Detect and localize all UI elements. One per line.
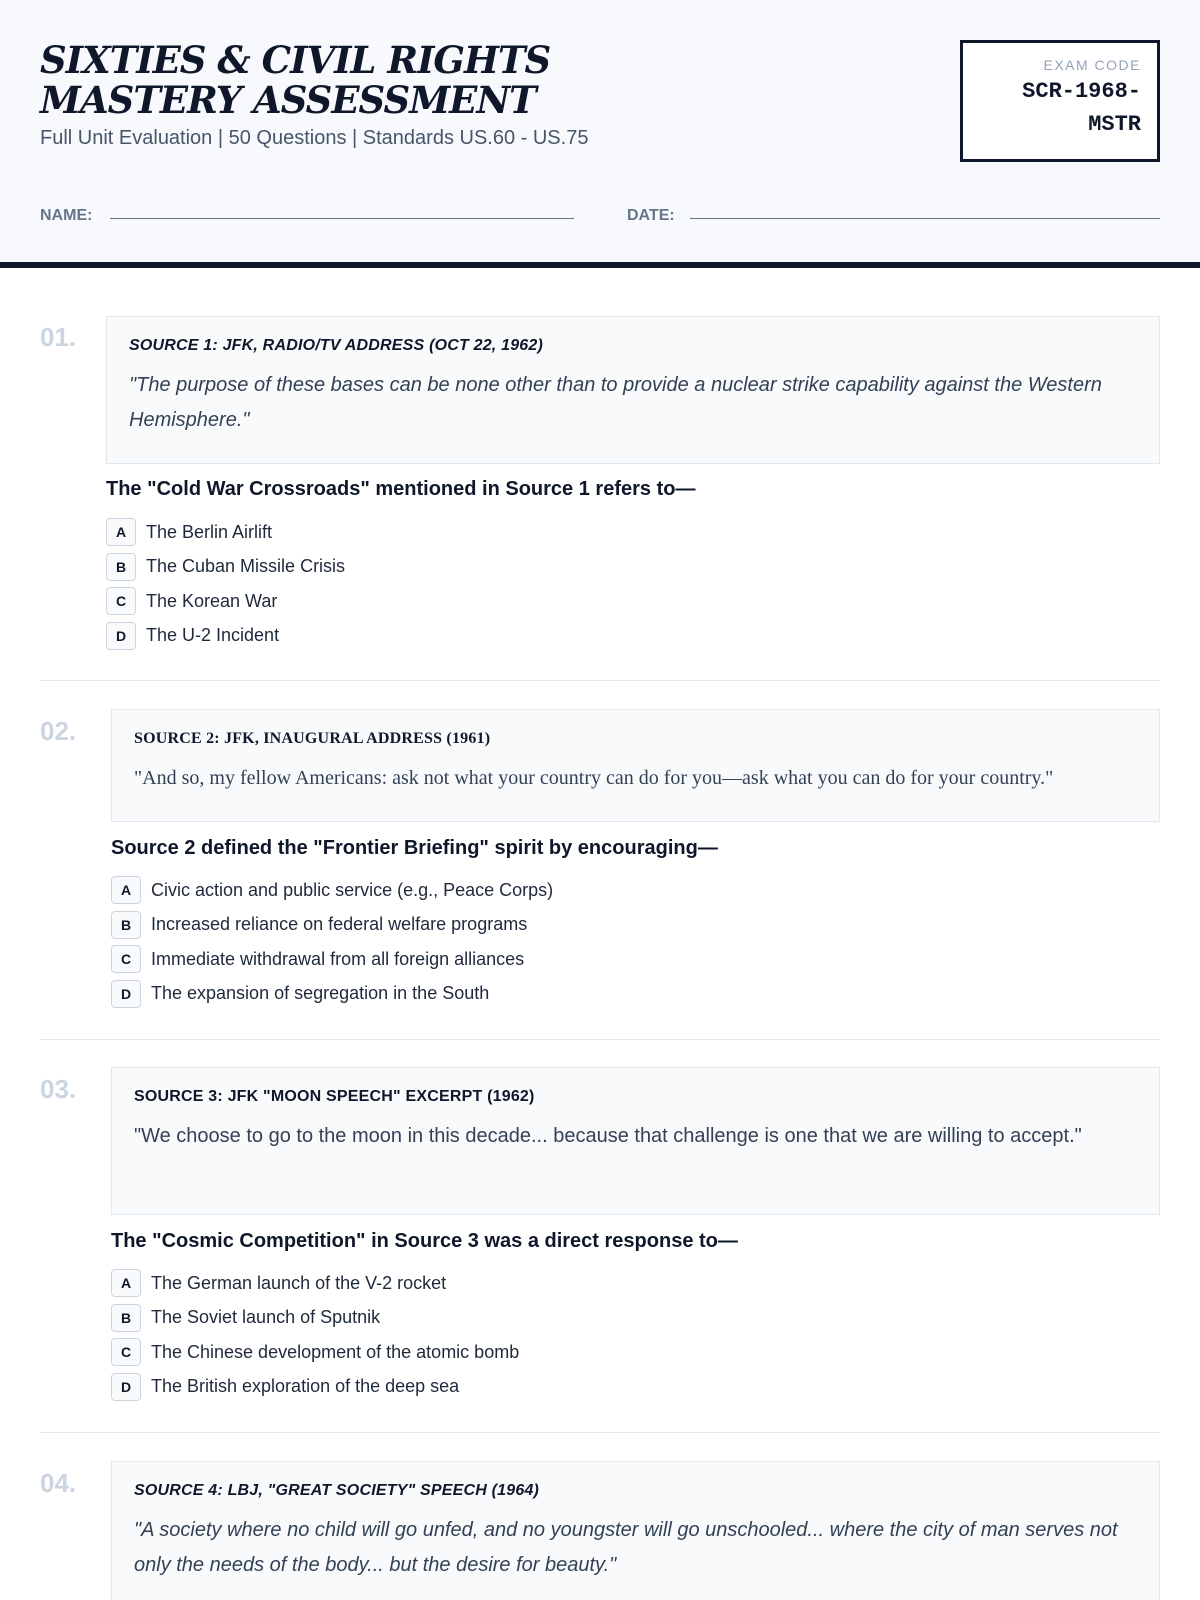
option-text: The U-2 Incident xyxy=(146,625,280,646)
source-quote: "A society where no child will go unfed, and no youngster will go unschooled... where the city of man serves not only the needs of the body... but the desire for beauty." xyxy=(134,1519,1118,1576)
option-text: The British exploration of the deep sea xyxy=(151,1376,460,1397)
answer-option-d[interactable] xyxy=(106,619,345,654)
option-letter: C xyxy=(106,587,136,615)
exam-code-box xyxy=(960,40,1160,162)
source-title: SOURCE 1: JFK, RADIO/TV ADDRESS (OCT 22, 1962) xyxy=(129,337,544,354)
option-letter: B xyxy=(111,1304,141,1332)
date-field[interactable] xyxy=(690,218,1160,219)
question-number: 04. xyxy=(40,1468,77,1498)
question-stem: Source 2 defined the "Frontier Briefing" spirit by encouraging— xyxy=(111,837,718,859)
answer-option-b[interactable] xyxy=(111,1301,519,1336)
exam-code-value: SCR-1968-MSTR xyxy=(1022,79,1141,137)
option-letter: D xyxy=(111,1373,141,1401)
answer-option-d[interactable] xyxy=(111,1370,519,1405)
option-text: The Chinese development of the atomic bomb xyxy=(151,1341,520,1362)
option-letter: D xyxy=(106,622,136,650)
answer-options xyxy=(111,873,553,1011)
answer-option-a[interactable] xyxy=(111,1266,519,1301)
option-text: Civic action and public service (e.g., Peace Corps) xyxy=(151,879,554,900)
source-quote: "And so, my fellow Americans: ask not what your country can do for you—ask what you can do for your country." xyxy=(134,767,1054,789)
option-letter: A xyxy=(111,876,141,904)
answer-option-b[interactable] xyxy=(111,908,553,943)
option-letter: A xyxy=(111,1269,141,1297)
answer-options xyxy=(111,1266,519,1404)
exam-code-label: EXAM CODE xyxy=(1043,57,1141,73)
option-letter: C xyxy=(111,945,141,973)
answer-option-c[interactable] xyxy=(111,1335,519,1370)
answer-option-a[interactable] xyxy=(106,515,345,550)
exam-subtitle: Full Unit Evaluation | 50 Questions | Standards US.60 - US.75 xyxy=(40,127,589,149)
source-box xyxy=(111,1461,1160,1600)
option-text: The expansion of segregation in the South xyxy=(151,983,490,1004)
answer-option-c[interactable] xyxy=(106,584,345,619)
question-number: 01. xyxy=(40,322,77,352)
source-title: SOURCE 3: JFK "MOON SPEECH" EXCERPT (1962) xyxy=(134,1088,535,1105)
section-divider xyxy=(40,680,1160,681)
date-label: DATE: xyxy=(627,207,675,224)
option-letter: D xyxy=(111,980,141,1008)
exam-title: SIXTIES & CIVIL RIGHTS MASTERY ASSESSMENT xyxy=(40,38,551,122)
exam-header xyxy=(0,0,1200,268)
option-text: The Berlin Airlift xyxy=(146,521,273,542)
option-text: The Cuban Missile Crisis xyxy=(146,556,346,577)
source-box xyxy=(106,316,1160,464)
source-quote: "We choose to go to the moon in this decade... because that challenge is one that we are willing to accept." xyxy=(134,1125,1082,1147)
section-divider xyxy=(40,1039,1160,1040)
question-number: 03. xyxy=(40,1074,77,1104)
source-title: SOURCE 2: JFK, INAUGURAL ADDRESS (1961) xyxy=(134,730,491,747)
option-text: The Soviet launch of Sputnik xyxy=(151,1307,381,1328)
option-letter: C xyxy=(111,1338,141,1366)
option-text: The Korean War xyxy=(146,590,278,611)
answer-options xyxy=(106,515,345,653)
option-letter: B xyxy=(106,553,136,581)
question-stem: The "Cold War Crossroads" mentioned in Source 1 refers to— xyxy=(106,478,696,500)
option-text: Increased reliance on federal welfare programs xyxy=(151,914,528,935)
option-letter: B xyxy=(111,911,141,939)
answer-option-b[interactable] xyxy=(106,550,345,585)
question-number: 02. xyxy=(40,716,77,746)
source-box xyxy=(111,709,1160,822)
option-text: Immediate withdrawal from all foreign alliances xyxy=(151,948,525,969)
answer-option-d[interactable] xyxy=(111,977,553,1012)
option-letter: A xyxy=(106,518,136,546)
name-field[interactable] xyxy=(110,218,574,219)
answer-option-a[interactable] xyxy=(111,873,553,908)
source-title: SOURCE 4: LBJ, "GREAT SOCIETY" SPEECH (1964) xyxy=(134,1482,540,1499)
source-box xyxy=(111,1067,1160,1215)
source-quote: "The purpose of these bases can be none other than to provide a nuclear strike capability against the Western Hemisphere." xyxy=(129,374,1102,431)
question-stem: The "Cosmic Competition" in Source 3 was a direct response to— xyxy=(111,1230,738,1252)
name-label: NAME: xyxy=(40,207,93,224)
answer-option-c[interactable] xyxy=(111,942,553,977)
section-divider xyxy=(40,1432,1160,1433)
option-text: The German launch of the V-2 rocket xyxy=(151,1272,447,1293)
